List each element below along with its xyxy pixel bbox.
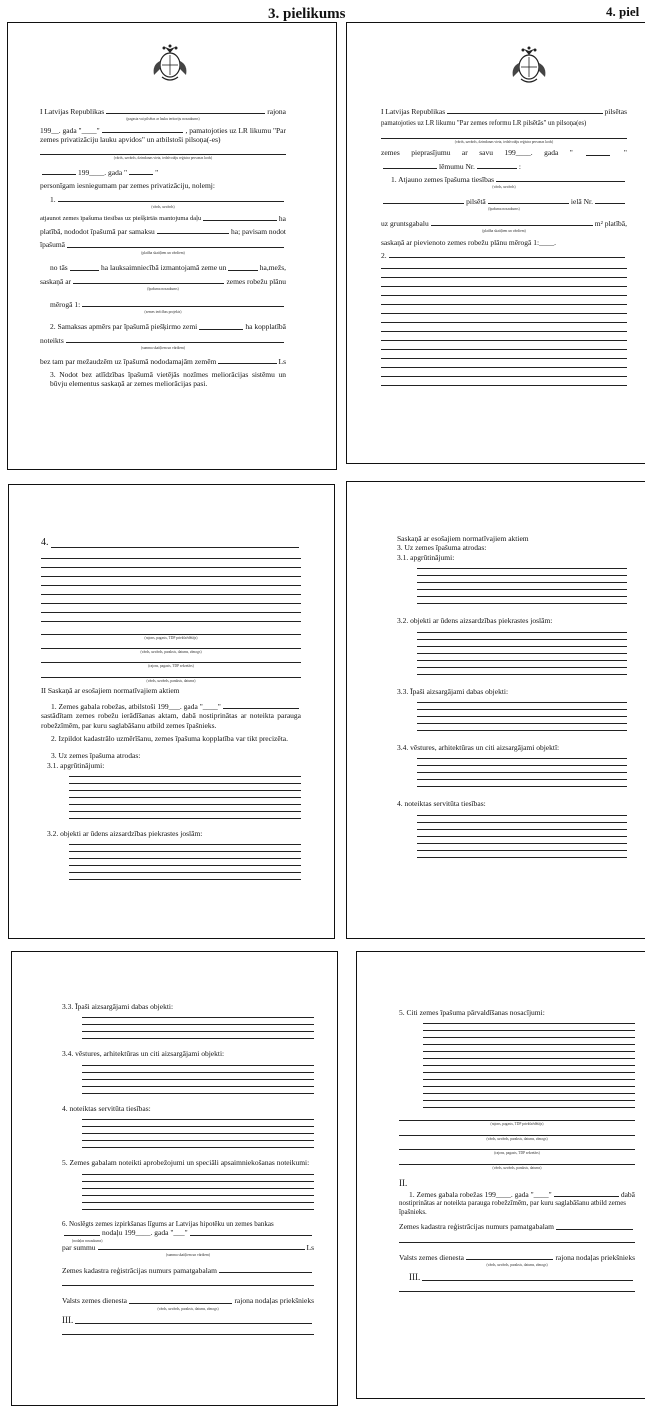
text-line: dabā xyxy=(620,1189,635,1199)
appendix-4-heading: 4. piel xyxy=(606,4,640,19)
text-line: 3.3. Īpaši aizsargājami dabas objekti: xyxy=(62,1002,174,1011)
field-caption: (rajons, pagasts, TDP sekretārs) xyxy=(148,664,194,669)
field-caption: (rajons, pagasts, TDP priekšsēdētājs) xyxy=(144,635,198,640)
text-line: noteikts xyxy=(40,335,64,345)
field-caption: (vārds, uzvārds, paraksts, datums, zīmogs) xyxy=(157,1306,219,1311)
text-line: mērogā 1: xyxy=(50,299,81,309)
field-caption: (pagasta vai pilsētas ar lauku teritoriju nosaukums) xyxy=(126,117,200,122)
text-line: 3.2. objekti ar ūdens aizsardzības piekrastes joslām: xyxy=(47,829,203,839)
field-caption: (summa skaitļiem un vārdiem) xyxy=(140,346,185,351)
text-line: lēmumu Nr. xyxy=(439,161,475,171)
text-line: 199____. xyxy=(504,148,533,158)
text-paragraph: 3. Nodot bez atlīdzības īpašumā vietējās nozīmes meliorācijas sistēmu un būvju elementus saskaņā ar zemes meliorācijas pasi. xyxy=(50,370,286,389)
form-page-4 xyxy=(346,481,645,939)
text-line: nodaļu 199____. gada "___" xyxy=(102,1228,188,1238)
text-line: 3.3. Īpaši aizsargājami dabas objekti: xyxy=(397,686,509,696)
text-line: 1. Atjauno zemes īpašuma tiesības xyxy=(391,175,495,185)
text-line: savu xyxy=(479,148,493,158)
field-caption: (rajons, pagasts, TDP priekšsēdētājs) xyxy=(490,1122,544,1127)
text-line: " xyxy=(155,168,159,178)
text-line: : xyxy=(518,161,521,171)
text-line: 3.1. apgrūtinājumi: xyxy=(47,760,105,770)
text-line: ha kopplatībā xyxy=(245,322,286,332)
form-page-2 xyxy=(346,22,645,464)
text-line: 2. Samaksas apmērs par īpašumā piešķirmo zemi xyxy=(50,322,198,332)
text-line: rajona nodaļas priekšnieks xyxy=(234,1296,314,1306)
field-caption: (īpašuma nosaukums) xyxy=(488,207,520,212)
field-caption: (vārds, uzvārds, paraksts, datums, zīmogs) xyxy=(140,649,202,654)
field-caption: (summa skaitļiem un vārdiem) xyxy=(165,1253,210,1258)
text-line: rajona xyxy=(267,107,286,116)
text-line: I Latvijas Republikas xyxy=(381,107,446,116)
text-paragraph: 2. Izpildot kadastrālo uzmērīšanu, zemes īpašuma kopplatība var tikt precizēta. xyxy=(51,733,288,743)
text-line: , pamatojoties uz LR likumu "Par xyxy=(185,125,286,135)
text-line: 6. Noslēgts zemes izpirkšanas līgums ar Latvijas hipotēku un zemes bankas xyxy=(62,1219,274,1228)
form-page-5 xyxy=(11,951,338,1406)
text-line: 3. Uz zemes īpašuma atrodas: xyxy=(397,543,487,553)
text-line: platībā, nododot īpašumā par samaksu xyxy=(40,227,155,237)
text-line: pamatojoties uz LR likumu "Par zemes reformu LR pilsētās" un pilsoņa(es) xyxy=(381,120,587,128)
field-caption: (platība skaitļiem un vārdiem) xyxy=(482,229,526,234)
text-line: ha xyxy=(278,213,286,223)
text-line: zemes privatizāciju lauku apvidos" un atbilstoši pilsoņa(-es) xyxy=(40,135,221,145)
appendix-3-heading: 3. pielikums xyxy=(268,6,346,22)
text-line: III. xyxy=(409,1271,421,1282)
text-line: Zemes kadastra reģistrācijas numurs pamatgabalam xyxy=(399,1222,554,1232)
text-line: I Latvijas Republikas xyxy=(40,107,105,116)
text-line: pieprasījumu xyxy=(411,148,451,158)
text-line: bez tam par mežaudzēm uz īpašumā nododamajām zemēm xyxy=(40,356,217,366)
text-line: 3.4. vēstures, arhitektūras un citi aizsargājami objekti: xyxy=(62,1049,225,1059)
text-line: 3.4. vēstures, arhitektūras un citi aizsargājami objektī: xyxy=(397,742,560,752)
text-line: Saskaņā ar esošajiem normatīvajiem aktiem xyxy=(397,534,529,543)
text-line: 3.1. apgrūtinājumi: xyxy=(397,552,455,562)
text-line: ha,mežs, xyxy=(259,263,286,273)
field-caption: (vārds, uzvārds, dzimšanas vieta, iedzīvotāju reģistra personas kods) xyxy=(113,155,213,160)
text-line: 199____. gada " xyxy=(78,168,128,178)
section-heading: II. xyxy=(399,1178,408,1189)
text-line: rajona nodaļas priekšnieks xyxy=(555,1252,635,1262)
field-caption: (zemes ierīcības projekts) xyxy=(144,309,182,314)
form-page-6 xyxy=(356,951,645,1399)
text-line: pilsētā xyxy=(466,196,486,206)
form-page-1 xyxy=(7,22,337,470)
text-line: 3. Uz zemes īpašuma atrodas: xyxy=(51,751,141,761)
text-line: Ls xyxy=(278,356,286,366)
field-caption: (vārds, uzvārds) xyxy=(151,205,175,210)
text-line: ar xyxy=(461,148,468,158)
text-line: īpašumā xyxy=(40,240,65,250)
field-caption: (vārds, uzvārds) xyxy=(492,185,516,190)
field-caption: (īpašuma nosaukums) xyxy=(147,287,179,292)
text-line: saskaņā ar pievienoto zemes robežu plānu mērogā 1:____. xyxy=(381,237,556,247)
field-caption: (vārds, uzvārds, paraksts, datums) xyxy=(492,1165,542,1170)
text-line: 4. noteiktas servitūta tiesības: xyxy=(62,1103,151,1113)
form-page-3 xyxy=(8,484,335,939)
text-line: 3.2. objekti ar ūdens aizsardzības piekrastes joslām: xyxy=(397,616,553,626)
text-line: Valsts zemes dienesta xyxy=(62,1296,127,1306)
text-line: 2. xyxy=(381,251,387,261)
text-line: " xyxy=(569,148,573,158)
section-heading: II Saskaņā ar esošajiem normatīvajiem aktiem xyxy=(41,686,180,696)
text-line: zemes robežu plānu xyxy=(226,276,286,286)
field-caption: (vārds, uzvārds, paraksts, datums, zīmogs) xyxy=(486,1136,548,1141)
text-line: 4. noteiktas servitūta tiesības: xyxy=(397,799,486,809)
text-line: Ls xyxy=(306,1243,314,1253)
text-line: gada xyxy=(544,148,559,158)
text-line: Zemes kadastra reģistrācijas numurs pamatgabalam xyxy=(62,1265,217,1275)
text-line: 1. xyxy=(50,194,56,204)
text-line: personīgam iesniegumam par zemes privatizāciju, nolemj: xyxy=(40,181,215,191)
field-caption: (vārds, uzvārds, paraksts, datums, zīmogs) xyxy=(486,1263,548,1268)
text-line: 4. xyxy=(41,537,49,548)
field-caption: (vārds, uzvārds, paraksts, datums) xyxy=(146,678,196,683)
text-line: " xyxy=(623,148,627,158)
text-line: 5. Citi zemes īpašuma pārvaldīšanas nosacījumi: xyxy=(399,1008,545,1017)
text-line: 5. Zemes gabalam noteikti aprobežojumi un speciāli apsaimniekošanas noteikumi: xyxy=(62,1158,310,1168)
text-line: III. xyxy=(62,1315,74,1326)
field-caption: (rajons, pagasts, TDP sekretārs) xyxy=(494,1151,540,1156)
text-line: ielā Nr. xyxy=(570,196,593,206)
text-line: uz gruntsgabalu xyxy=(381,218,429,228)
text-line: par summu xyxy=(62,1243,96,1253)
text-line: 1. Zemes gabala robežas, atbilstoši 199___. gada "____" xyxy=(51,701,221,711)
text-paragraph: nostiprinātas ar noteikta parauga robežzīmēm, par kuru saglabāšanu atbild zemes īpašnieks. xyxy=(399,1198,627,1216)
coat-of-arms-icon xyxy=(509,45,549,85)
text-line: m² platībā, xyxy=(594,218,627,228)
text-line: 199__. gada "____" xyxy=(40,125,100,135)
coat-of-arms-icon xyxy=(150,43,190,83)
text-line: saskaņā ar xyxy=(40,276,72,286)
text-line: 1. Zemes gabala robežas 199____. gada "____" xyxy=(409,1189,552,1199)
text-line: ha; pavisam nodot xyxy=(231,227,286,237)
text-paragraph: sastādītam zemes robežu ierādīšanas aktam, dabā nostiprinātas ar noteikta parauga robežzīmēm, par kuru saglabāšanu atbild zemes īpašnieks. xyxy=(41,711,301,730)
text-line: Valsts zemes dienesta xyxy=(399,1252,464,1262)
field-caption: (platība skaitļiem un vārdiem) xyxy=(141,250,185,255)
text-line: ha lauksaimniecībā izmantojamā zeme un xyxy=(101,263,227,273)
field-caption: (vārds, uzvārds, dzimšanas vieta, iedzīvotāju reģistra personas kods) xyxy=(454,139,554,144)
text-line: pilsētas xyxy=(604,107,627,116)
field-caption: (nodaļas nosaukums) xyxy=(72,1238,103,1243)
text-line: zemes xyxy=(381,148,400,158)
text-line: atjaunot zemes īpašuma tiesības uz piešķirtās mantojuma daļu xyxy=(40,214,202,222)
text-line: no tās xyxy=(50,263,68,273)
